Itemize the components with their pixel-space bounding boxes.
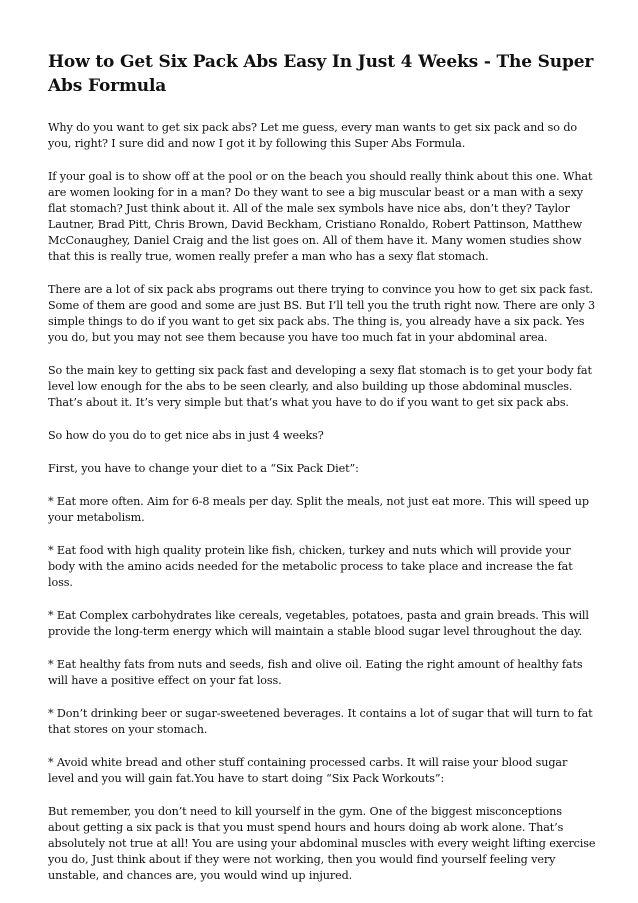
paragraph-6: First, you have to change your diet to a “Six Pack Diet”: [48, 462, 359, 475]
paragraph-12: * Avoid white bread and other stuff containing processed carbs. It will raise your blood sugar level and you will gain fat.You have to start doing “Six Pack Workouts”: [48, 756, 568, 785]
paragraph-9: * Eat Complex carbohydrates like cereals, vegetables, potatoes, pasta and grain breads. This will provide the long-term energy which will maintain a stable blood sugar level throughout the day. [48, 609, 589, 638]
paragraph-11: * Don’t drinking beer or sugar-sweetened beverages. It contains a lot of sugar that will turn to fat that stores on your stomach. [48, 707, 593, 736]
paragraph-5: So how do you do to get nice abs in just 4 weeks? [48, 429, 324, 442]
paragraph-3: There are a lot of six pack abs programs out there trying to convince you how to get six pack fast. Some of them are good and some are just BS. But I’ll tell you the truth right now. There are only 3 simple things to do if you want to get six pack abs. The thing is, you already have a six pack. Yes you do, but you may not see them because you have too much fat in your abdominal area. [48, 283, 596, 344]
paragraph-4: So the main key to getting six pack fast and developing a sexy flat stomach is to get your body fat level low enough for the abs to be seen clearly, and also building up those abdominal muscles. That’s about it. It’s very simple but that’s what you have to do if you want to get six pack abs. [48, 364, 592, 409]
paragraph-8: * Eat food with high quality protein like fish, chicken, turkey and nuts which will provide your body with the amino acids needed for the metabolic process to take place and increase the fat loss. [48, 544, 573, 589]
paragraph-1: Why do you want to get six pack abs? Let me guess, every man wants to get six pack and so do you, right? I sure did and now I got it by following this Super Abs Formula. [48, 121, 577, 150]
document-page [48, 50, 596, 901]
paragraph-10: * Eat healthy fats from nuts and seeds, fish and olive oil. Eating the right amount of healthy fats will have a positive effect on your fat loss. [48, 658, 583, 687]
paragraph-7: * Eat more often. Aim for 6-8 meals per day. Split the meals, not just eat more. This will speed up your metabolism. [48, 495, 589, 524]
paragraph-2: If your goal is to show off at the pool or on the beach you should really think about this one. What are women looking for in a man? Do they want to see a big muscular beast or a man with a sexy flat stomach? Just think about it. All of the male sex symbols have nice abs, don’t they? Taylor Lautner, Brad Pitt, Chris Brown, David Beckham, Cristiano Ronaldo, Robert Pattinson, Matthew McConaughey, Daniel Craig and the list goes on. All of them have it. Many women studies show that this is really true, women really prefer a man who has a sexy flat stomach. [48, 170, 593, 263]
document-title: How to Get Six Pack Abs Easy In Just 4 Weeks - The Super Abs Formula [48, 52, 594, 96]
paragraph-13: But remember, you don’t need to kill yourself in the gym. One of the biggest misconceptions about getting a six pack is that you must spend hours and hours doing ab work alone. That’s absolutely not true at all! You are using your abdominal muscles with every weight lifting exercise you do, Just think about if they were not working, then you would find yourself feeling very unstable, and chances are, you would wind up injured. [48, 805, 596, 882]
